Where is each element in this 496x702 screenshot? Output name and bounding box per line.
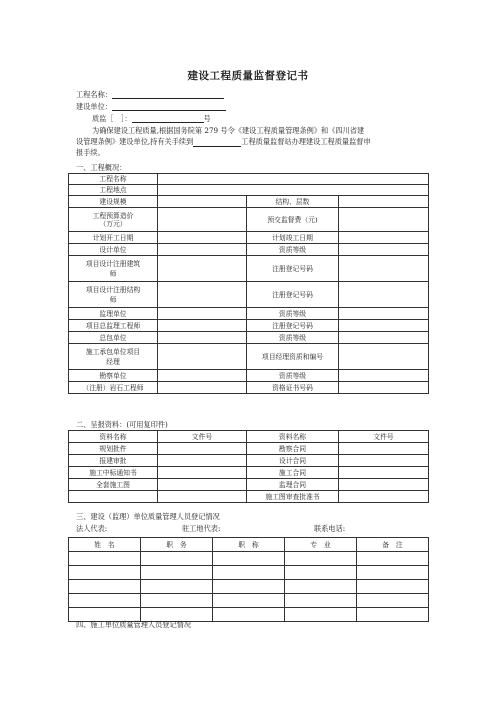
table-row: [69, 185, 429, 196]
table-row: [69, 566, 429, 580]
cell-label: 工程名称: [69, 174, 158, 185]
submitted-documents-table: [68, 430, 429, 503]
table-row: [69, 382, 429, 394]
cell-value[interactable]: [339, 370, 429, 382]
quality-number-row: [92, 114, 211, 123]
table-row: [69, 552, 429, 566]
cell-value[interactable]: [69, 566, 141, 580]
cell-label: 工程预算造价（万元）: [69, 208, 158, 232]
cell-value[interactable]: [339, 344, 429, 370]
cell-label: 项目设计注册建筑师: [69, 256, 158, 282]
cell-label: 资质等级: [247, 244, 339, 256]
table-row: [69, 256, 429, 282]
cell-value[interactable]: [357, 608, 429, 622]
cell-value[interactable]: [158, 196, 247, 208]
doc-name: 报建审批: [69, 455, 158, 467]
table-row: [69, 244, 429, 256]
para-line1-b: 号令《建设工程质量管理条例》和《四川省建: [220, 126, 365, 135]
table-row: [69, 580, 429, 594]
intro-paragraph: [76, 125, 426, 158]
cell-value[interactable]: [213, 552, 285, 566]
cell-value[interactable]: [339, 308, 429, 320]
cell-label: 总包单位: [69, 332, 158, 344]
station-blank[interactable]: [193, 138, 241, 147]
cell-value[interactable]: [357, 594, 429, 608]
cell-value[interactable]: [141, 552, 213, 566]
table-row: [69, 174, 429, 185]
project-name-row: [76, 90, 224, 99]
column-header: 职 称: [213, 538, 285, 552]
builder-label: 建设单位：: [76, 102, 112, 111]
cell-value[interactable]: [339, 232, 429, 244]
quality-number-blank[interactable]: [132, 114, 204, 123]
cell-label: （注册）岩石工程师: [69, 382, 158, 394]
cell-label: 注册登记号码: [247, 256, 339, 282]
doc-number[interactable]: [158, 443, 247, 455]
section4-heading: 四、施工单位质量管理人员登记情况: [76, 620, 192, 629]
quality-prefix: 质监［ ］：: [92, 114, 132, 123]
column-header: 资料名称: [69, 431, 158, 443]
cell-label: 计划开工日期: [69, 232, 158, 244]
cell-label: 计划竣工日期: [247, 232, 339, 244]
column-header: 专 业: [285, 538, 357, 552]
cell-value[interactable]: [69, 580, 141, 594]
cell-label: 项目经理资质和编号: [247, 344, 339, 370]
cell-label: 施工承包单位项目经理: [69, 344, 158, 370]
cell-label: 工程地点: [69, 185, 158, 196]
legal-rep-label: 法人代表:: [76, 524, 108, 533]
site-rep-label: 驻工地代表:: [182, 524, 221, 533]
table-row: [69, 443, 429, 455]
cell-value[interactable]: [69, 594, 141, 608]
doc-name: 全套施工图: [69, 479, 158, 491]
cell-value[interactable]: [158, 256, 247, 282]
cell-label: 监理单位: [69, 308, 158, 320]
para-num: 279: [204, 126, 219, 135]
cell-label: 预交监督费（元): [247, 208, 339, 232]
table-row: [69, 282, 429, 308]
doc-name: 规划批件: [69, 443, 158, 455]
table-row: [69, 196, 429, 208]
cell-value[interactable]: [339, 320, 429, 332]
builder-blank[interactable]: [112, 102, 226, 111]
cell-value[interactable]: [339, 282, 429, 308]
builder-row: [76, 102, 226, 111]
doc-number[interactable]: [158, 467, 247, 479]
cell-value[interactable]: [339, 382, 429, 394]
cell-value[interactable]: [339, 244, 429, 256]
table-row: [69, 594, 429, 608]
cell-value[interactable]: [158, 244, 247, 256]
cell-value[interactable]: [158, 382, 247, 394]
cell-value[interactable]: [357, 580, 429, 594]
cell-value[interactable]: [285, 608, 357, 622]
cell-value[interactable]: [158, 174, 429, 185]
cell-value[interactable]: [141, 566, 213, 580]
cell-value[interactable]: [357, 552, 429, 566]
cell-value[interactable]: [158, 332, 247, 344]
table-row: [69, 491, 429, 503]
cell-value[interactable]: [285, 552, 357, 566]
table-row: [69, 208, 429, 232]
cell-value[interactable]: [213, 594, 285, 608]
cell-value[interactable]: [158, 282, 247, 308]
doc-name: [69, 491, 158, 503]
cell-value[interactable]: [339, 208, 429, 232]
project-overview-table: [68, 173, 429, 394]
doc-number[interactable]: [339, 491, 429, 503]
cell-value[interactable]: [158, 344, 247, 370]
cell-label: 注册登记号码: [247, 320, 339, 332]
cell-value[interactable]: [213, 566, 285, 580]
doc-number[interactable]: [339, 455, 429, 467]
section1-heading: 一、工程概况：: [76, 163, 127, 172]
cell-value[interactable]: [285, 566, 357, 580]
project-name-blank[interactable]: [112, 90, 224, 99]
doc-name: 监理合同: [247, 479, 339, 491]
cell-value[interactable]: [213, 580, 285, 594]
quality-suffix: 号: [203, 114, 211, 123]
cell-value[interactable]: [158, 208, 247, 232]
cell-label: 设计单位: [69, 244, 158, 256]
doc-name: 施工中标通知书: [69, 467, 158, 479]
cell-value[interactable]: [141, 594, 213, 608]
table-row: [69, 232, 429, 244]
table-row: [69, 320, 429, 332]
table-header-row: [69, 538, 429, 552]
cell-value[interactable]: [285, 594, 357, 608]
column-header: 姓 名: [69, 538, 141, 552]
para-line2-b: 工程质量监督站办理建设工程质量监督申: [241, 137, 371, 146]
doc-number[interactable]: [158, 491, 247, 503]
para-line3: 报手续。: [76, 148, 105, 157]
cell-value[interactable]: [158, 185, 429, 196]
cell-label: 注册登记号码: [247, 282, 339, 308]
project-name-label: 工程名称：: [76, 90, 112, 99]
cell-value[interactable]: [141, 580, 213, 594]
para-line2-a: 设管理条例》建设单位,持有关手续到: [76, 137, 194, 146]
table-row: [69, 344, 429, 370]
cell-label: 建设规模: [69, 196, 158, 208]
cell-value[interactable]: [357, 566, 429, 580]
doc-name: 勘察合同: [247, 443, 339, 455]
cell-value[interactable]: [158, 232, 247, 244]
section3-heading: 三、建设（监理）单位质量管理人员登记情况: [76, 512, 220, 521]
cell-label: 资质等级: [247, 308, 339, 320]
doc-name: 设计合同: [247, 455, 339, 467]
table-row: [69, 370, 429, 382]
cell-value[interactable]: [213, 608, 285, 622]
cell-label: 勘察单位: [69, 370, 158, 382]
column-header: 文件号: [158, 431, 247, 443]
cell-label: 资质等级: [247, 332, 339, 344]
cell-value[interactable]: [158, 370, 247, 382]
doc-number[interactable]: [158, 479, 247, 491]
cell-value[interactable]: [158, 308, 247, 320]
quality-staff-table: [68, 537, 429, 622]
doc-number[interactable]: [339, 443, 429, 455]
column-header: 备 注: [357, 538, 429, 552]
doc-number[interactable]: [158, 455, 247, 467]
doc-number[interactable]: [339, 479, 429, 491]
doc-number[interactable]: [339, 467, 429, 479]
cell-label: 项目设计注册结构师: [69, 282, 158, 308]
para-line1-a: 为确保建设工程质量,根据国务院第: [92, 126, 203, 135]
cell-value[interactable]: [158, 320, 247, 332]
column-header: 资料名称: [247, 431, 339, 443]
table-row: [69, 455, 429, 467]
section2-heading: 二、呈报资料：(可用复印件): [76, 420, 168, 429]
cell-label: 资质等级: [247, 370, 339, 382]
column-header: 文件号: [339, 431, 429, 443]
cell-value[interactable]: [339, 196, 429, 208]
table-row: [69, 479, 429, 491]
doc-name: 施工图审查批准书: [247, 491, 339, 503]
table-row: [69, 467, 429, 479]
document-title: 建设工程质量监督登记书: [187, 70, 309, 82]
column-header: 职 务: [141, 538, 213, 552]
cell-value[interactable]: [285, 580, 357, 594]
cell-label: 资格证书号码: [247, 382, 339, 394]
doc-name: 施工合同: [247, 467, 339, 479]
contact-label: 联系电话:: [314, 524, 346, 533]
table-header-row: [69, 431, 429, 443]
table-row: [69, 308, 429, 320]
cell-label: 项目总监理工程师: [69, 320, 158, 332]
cell-value[interactable]: [339, 332, 429, 344]
cell-value[interactable]: [69, 552, 141, 566]
table-row: [69, 332, 429, 344]
cell-label: 结构、层数: [247, 196, 339, 208]
cell-value[interactable]: [339, 256, 429, 282]
